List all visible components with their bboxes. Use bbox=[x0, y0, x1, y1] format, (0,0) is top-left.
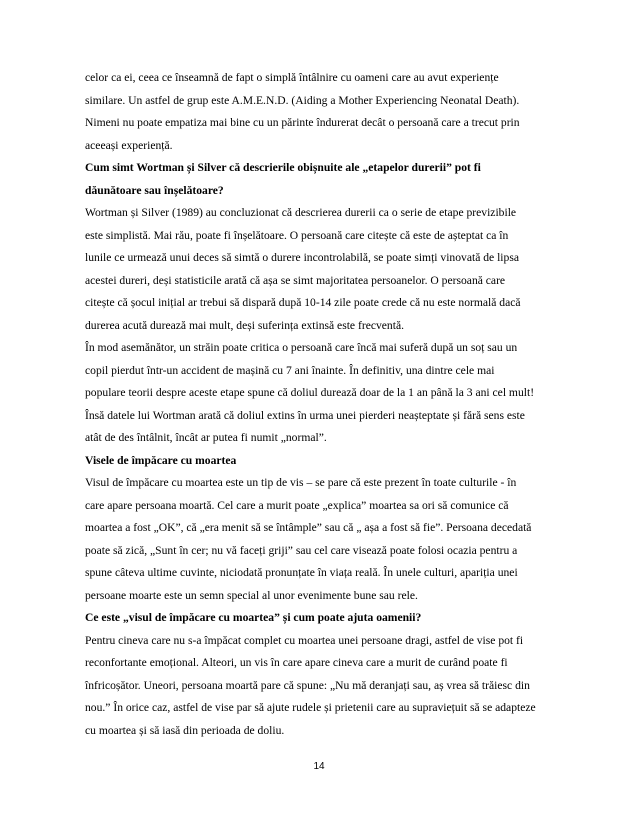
text-line: aceeași experiență. bbox=[85, 138, 173, 152]
text-line: înfricoșător. Uneori, persoana moartă pare că spune: „Nu mă deranjați sau, aș vrea să trăiesc din bbox=[85, 678, 530, 692]
text-line: În mod asemănător, un străin poate critica o persoană care încă mai suferă după un soț sau un bbox=[85, 341, 518, 354]
text-line: persoane moarte este un semn special al unor evenimente bune sau rele. bbox=[85, 588, 418, 602]
section-heading-line: Cum simt Wortman și Silver că descrierile obișnuite ale „etapelor durerii” pot fi bbox=[85, 161, 481, 174]
text-line: citește că șocul inițial ar trebui să dispară după 10-14 zile poate crede că nu este normală dacă bbox=[85, 296, 521, 309]
text-line: Însă datele lui Wortman arată că doliul extins în urma unei pierderi neașteptate și fără sens este bbox=[85, 408, 525, 422]
page-number: 14 bbox=[313, 761, 325, 772]
text-line: acestei dureri, deși statisticile arată că așa se simt majoritatea persoanelor. O persoană care bbox=[85, 273, 506, 287]
text-line: similare. Un astfel de grup este A.M.E.N.D. (Aiding a Mother Experiencing Neonatal Death). bbox=[85, 93, 520, 107]
text-line: Nimeni nu poate empatiza mai bine cu un părinte îndurerat decât o persoană care a trecut prin bbox=[85, 116, 520, 129]
document-body bbox=[85, 67, 563, 742]
text-line: celor ca ei, ceea ce înseamnă de fapt o simplă întâlnire cu oameni care au avut experiențe bbox=[85, 71, 499, 84]
text-line: poate să zică, „Sunt în cer; nu vă faceți griji” sau cel care visează poate folosi ocazia pentru a bbox=[85, 543, 518, 557]
text-line: atât de des întâlnit, încât ar putea fi numit „normal”. bbox=[85, 431, 327, 444]
text-line: nou.” În orice caz, astfel de vise par să ajute rudele și prietenii care au supraviețuit să se adapteze bbox=[85, 701, 536, 714]
text-line: lunile ce urmează unui deces să simtă o durere incontrolabilă, se poate simți vinovată de lipsa bbox=[85, 251, 519, 264]
section-heading-line: dăunătoare sau înșelătoare? bbox=[85, 183, 224, 197]
text-line: reconfortante emoțional. Alteori, un vis în care apare cineva care a murit de curând poate fi bbox=[85, 656, 508, 669]
section-heading-line: Ce este „visul de împăcare cu moartea” și cum poate ajuta oamenii? bbox=[85, 611, 422, 624]
text-line: Visul de împăcare cu moartea este un tip de vis – se pare că este prezent în toate culturile - în bbox=[85, 476, 517, 489]
text-line: Pentru cineva care nu s-a împăcat complet cu moartea unei persoane dragi, astfel de vise pot fi bbox=[85, 633, 524, 647]
text-line: cu moartea și să iasă din perioada de doliu. bbox=[85, 723, 285, 737]
text-line: care apare persoana moartă. Cel care a murit poate „explica” moartea sa ori să comunice că bbox=[85, 498, 509, 512]
text-line: moartea a fost „OK”, că „era menit să se întâmple” sau că „ așa a fost să fie”. Persoana decedată bbox=[85, 521, 532, 534]
text-line: Wortman și Silver (1989) au concluzionat că descrierea durerii ca o serie de etape previzibile bbox=[85, 206, 517, 219]
section-heading-line: Visele de împăcare cu moartea bbox=[85, 453, 237, 467]
text-line: copil pierdut într-un accident de mașină cu 7 ani înainte. În definitiv, una dintre cele mai bbox=[85, 363, 495, 377]
text-line: populare teorii despre aceste etape spune că doliul durează doar de la 1 an până la 3 ani cel mult! bbox=[85, 386, 535, 399]
text-line: durerea acută durează mai mult, deși suferința extinsă este frecventă. bbox=[85, 318, 404, 332]
text-line: este simplistă. Mai rău, poate fi înșelătoare. O persoană care citește că este de așteptat ca în bbox=[85, 228, 509, 242]
text-line: spune câteva ultime cuvinte, niciodată pronunțate în viața reală. În unele culturi, apariția unei bbox=[85, 566, 518, 579]
